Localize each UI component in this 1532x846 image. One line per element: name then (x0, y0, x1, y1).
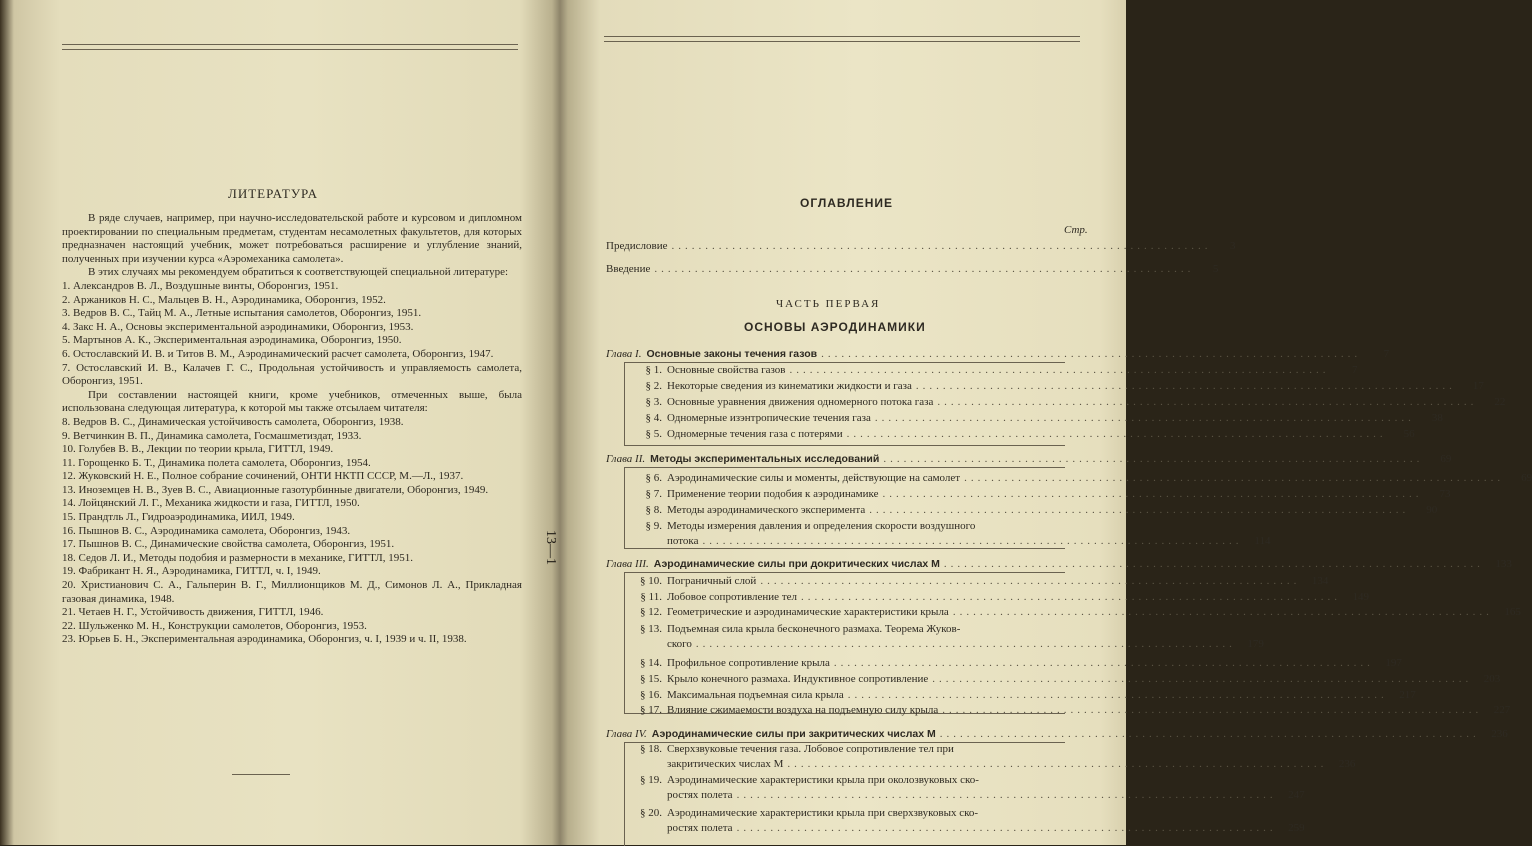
reference-item: 5. Мартынов А. К., Экспериментальная аэродинамика, Оборонгиз, 1950. (62, 334, 402, 347)
leader-dots: ................................................................................ (654, 263, 1195, 275)
section-number: § 9. (645, 520, 662, 532)
toc-entry-page: 5 (1212, 263, 1219, 275)
leader-dots: ................................................................................ (939, 728, 1480, 740)
toc-section (632, 703, 1511, 718)
reference-item: 9. Ветчинкин В. П., Динамика самолета, Госмашметиздат, 1933. (62, 429, 362, 442)
section-number: § 19. (640, 774, 662, 786)
section-page: 217 (1399, 689, 1416, 701)
leader-dots: ................................................................................ (847, 689, 1388, 701)
chapter-label: Глава II. (606, 453, 646, 465)
section-page: 165 (1504, 606, 1521, 618)
header-rule (62, 44, 518, 45)
part-label: ЧАСТЬ ПЕРВАЯ (776, 298, 881, 310)
section-page: 22 (1494, 396, 1506, 408)
reference-item: 14. Лойцянский Л. Г., Механика жидкости и газа, ГИТТЛ, 1950. (62, 497, 360, 510)
section-title: Основные уравнения движения одномерного потока газа (667, 396, 934, 408)
part-title: ОСНОВЫ АЭРОДИНАМИКИ (744, 320, 926, 334)
intro-paragraph-2: В этих случаях мы рекомендуем обратиться к соответствующей специальной литературе: (88, 266, 509, 279)
toc-entry-label: Предисловие (606, 240, 668, 252)
reference-item: 18. Седов Л. И., Методы подобия и размерности в механике, ГИТТЛ, 1951. (62, 551, 414, 564)
section-number: § 1. (645, 364, 662, 376)
reference-item: 21. Четаев Н. Г., Устойчивость движения, ГИТТЛ, 1946. (62, 606, 324, 619)
section-title-continued: потока (667, 535, 699, 547)
reference-item: 12. Жуковский Н. Е., Полное собрание сочинений, ОНТИ НКТП СССР, М.—Л., 1937. (62, 470, 464, 483)
section-title-continued: ростях полета (667, 789, 733, 801)
toc-section (632, 622, 1264, 652)
section-page: 203 (1483, 673, 1501, 685)
toc-section (632, 395, 1506, 410)
section-number: § 8. (645, 504, 662, 516)
section-number: § 12. (640, 606, 662, 618)
section-page: 247 (1288, 789, 1305, 801)
toc-section (632, 411, 1443, 426)
leader-dots: ................................................................................ (846, 428, 1387, 440)
reference-item: 17. Пышнов В. С., Динамические свойства самолета, Оборонгиз, 1951. (62, 538, 395, 551)
section-number: § 20. (640, 807, 662, 819)
section-number: § 15. (640, 673, 662, 685)
chapter-title: Основные законы течения газов (646, 348, 818, 360)
toc-chapter-1 (606, 346, 1390, 362)
section-page: 114 (1254, 535, 1271, 547)
section-number: § 18. (640, 743, 662, 755)
section-page: 259 (1288, 822, 1305, 834)
reference-list-a (62, 280, 522, 389)
section-title-continued: ростях полета (667, 822, 733, 834)
reference-item: 11. Горощенко Б. Т., Динамика полета самолета, Оборонгиз, 1954. (62, 456, 371, 469)
section-title: Некоторые сведения из кинематики жидкости и газа (667, 380, 912, 392)
leader-dots: ................................................................................ (952, 606, 1493, 618)
toc-section (632, 590, 1369, 605)
reference-item: 1. Александров В. Л., Воздушные винты, Оборонгиз, 1951. (62, 279, 339, 292)
leader-dots: ................................................................................ (821, 348, 1362, 360)
chapter-title: Методы экспериментальных исследований (650, 453, 880, 465)
toc-section (632, 605, 1521, 620)
reference-item: 10. Голубев В. В., Лекции по теории крыла, ГИТТЛ, 1949. (62, 443, 334, 456)
section-title: Методы измерения давления и определения скорости воздушного (667, 520, 976, 532)
section-title: Аэродинамические силы и моменты, действующие на самолет (667, 472, 961, 484)
chapter-label: Глава III. (606, 558, 649, 570)
section-number: § 7. (645, 488, 662, 500)
leader-dots: ................................................................................ (943, 558, 1484, 570)
chapter-label: Глава I. (606, 348, 642, 360)
toc-title: ОГЛАВЛЕНИЕ (800, 196, 894, 210)
section-page: 236 (1338, 758, 1356, 770)
reference-item: 22. Шульженко М. Н., Конструкции самолетов, Оборонгиз, 1953. (62, 619, 367, 632)
section-title: Одномерные изэнтропические течения газа (667, 412, 871, 424)
section-title: Подъемная сила крыла бесконечного размаха. Теорема Жуков- (667, 623, 961, 635)
section-page: 90 (1426, 504, 1438, 516)
chapter-page: 133 (1495, 558, 1512, 570)
leader-dots: ................................................................................ (760, 575, 1301, 587)
section-number: § 17. (640, 704, 662, 716)
section-page: 227 (1493, 704, 1511, 716)
reference-item: 7. Остославский И. В., Калачев Г. С., Продольная устойчивость и управляемость самолета, Оборонгиз, 1951. (62, 361, 522, 388)
toc-section (632, 742, 1356, 772)
intro-paragraph-1: В ряде случаев, например, при научно-исследовательской работе и курсовом и дипломном проектировании по специальным предметам, студентам несамолетных факультетов, для которых предназначен настоящий учебник, может потребоваться расширение и углубление знаний, полученных при изучении курса «Аэромеханика самолета». (62, 212, 522, 265)
leader-dots: ................................................................................ (942, 704, 1483, 716)
reference-item: 2. Аржаников Н. С., Мальцев В. Н., Аэродинамика, Оборонгиз, 1952. (62, 293, 386, 306)
section-page: 17 (1472, 380, 1484, 392)
toc-section (632, 503, 1438, 518)
toc-section (632, 427, 1415, 442)
leader-dots: ................................................................................ (932, 673, 1473, 685)
header-rule-2 (62, 49, 518, 50)
section-number: § 13. (640, 623, 662, 635)
toc-section (632, 672, 1501, 687)
section-page: 149 (1352, 591, 1369, 603)
toc-entry-label: Введение (606, 263, 651, 275)
section-title: Аэродинамические характеристики крыла при околозвуковых ско- (667, 774, 979, 786)
toc-section (632, 519, 1271, 549)
toc-chapter-3 (606, 556, 1512, 572)
leader-dots: ................................................................................ (671, 240, 1212, 252)
reference-item: 23. Юрьев Б. Н., Экспериментальная аэродинамика, Оборонгиз, ч. I, 1939 и ч. II, 1938. (62, 633, 467, 646)
reference-item: 8. Ведров В. С., Динамическая устойчивость самолета, Оборонгиз, 1938. (62, 415, 404, 428)
toc-section (632, 471, 1532, 486)
toc-entry-preface (606, 238, 1236, 254)
section-page: 56 (1403, 428, 1415, 440)
reference-item: 15. Прандтль Л., Гидроаэродинамика, ИИЛ, 1949. (62, 511, 295, 524)
toc-chapter-4 (606, 726, 1508, 742)
leader-dots: ................................................................................ (833, 657, 1374, 669)
section-page: 38 (1431, 412, 1443, 424)
section-title-continued: ского (667, 638, 692, 650)
section-title: Методы аэродинамического эксперимента (667, 504, 866, 516)
section-page: 7 (1351, 364, 1358, 376)
reference-list-b (62, 416, 522, 647)
leader-dots: ................................................................................ (964, 472, 1505, 484)
section-number: § 2. (645, 380, 662, 392)
leader-dots: ................................................................................ (915, 380, 1456, 392)
header-rule-2 (604, 41, 1080, 42)
section-title: Профильное сопротивление крыла (667, 657, 830, 669)
chapter-page: 236 (1491, 728, 1508, 740)
header-rule (604, 36, 1080, 37)
section-title-continued: закритических числах М (667, 758, 784, 770)
chapter-page: 69 (1440, 453, 1452, 465)
section-page: 179 (1247, 638, 1264, 650)
section-page: 134 (1311, 575, 1329, 587)
toc-section (632, 773, 1305, 803)
reference-item: 19. Фабрикант Н. Я., Аэродинамика, ГИТТЛ, ч. I, 1949. (62, 565, 321, 578)
literature-body (62, 212, 522, 647)
chapter-title: Аэродинамические силы при закритических числах М (651, 728, 936, 740)
section-title: Геометрические и аэродинамические характеристики крыла (667, 606, 949, 618)
leader-dots: ................................................................................ (736, 822, 1277, 834)
toc-section (632, 806, 1305, 836)
leader-dots: ................................................................................ (736, 789, 1277, 801)
section-title: Аэродинамические характеристики крыла при сверхзвуковых ско- (667, 807, 979, 819)
leader-dots: ................................................................................ (702, 535, 1243, 547)
literature-title: ЛИТЕРАТУРА (228, 186, 318, 201)
section-title: Основные свойства газов (667, 364, 786, 376)
section-page: 69 (1521, 472, 1532, 484)
reference-item: 3. Ведров В. С., Тайц М. А., Летные испытания самолетов, Оборонгиз, 1951. (62, 307, 422, 320)
gutter-signature: 13—1 (543, 530, 558, 565)
reference-item: 13. Иноземцев Н. В., Зуев В. С., Авиационные газотурбинные двигатели, Оборонгиз, 1949. (62, 483, 489, 496)
section-title: Лобовое сопротивление тел (667, 591, 797, 603)
section-number: § 10. (640, 575, 662, 587)
toc-chapter-2 (606, 451, 1452, 467)
toc-section (632, 487, 1451, 502)
reference-item: 6. Остославский И. В. и Титов В. М., Аэродинамический расчет самолета, Оборонгиз, 1947. (62, 347, 494, 360)
section-title: Влияние сжимаемости воздуха на подъемную силу крыла (667, 704, 939, 716)
toc-section (632, 363, 1358, 378)
leader-dots: ................................................................................ (801, 591, 1341, 603)
toc-section (632, 688, 1416, 703)
chapter-label: Глава IV. (606, 728, 647, 740)
toc-entry-page: 3 (1230, 240, 1236, 252)
page-column-label: Стр. (1064, 224, 1088, 236)
section-title: Одномерные течения газа с потерями (667, 428, 843, 440)
section-title: Максимальная подъемная сила крыла (667, 689, 844, 701)
section-number: § 11. (640, 591, 662, 603)
toc-section (632, 656, 1402, 671)
section-title: Пограничный слой (667, 575, 757, 587)
reference-item: 4. Закс Н. А., Основы экспериментальной аэродинамики, Оборонгиз, 1953. (62, 320, 414, 333)
section-number: § 3. (645, 396, 662, 408)
section-title: Сверхзвуковые течения газа. Лобовое сопротивление тел при (667, 743, 954, 755)
leader-dots: ................................................................................ (882, 488, 1423, 500)
chapter-page: 7 (1383, 348, 1390, 360)
section-page: 197 (1385, 657, 1402, 669)
section-number: § 5. (645, 428, 662, 440)
section-title: Крыло конечного размаха. Индуктивное сопротивление (667, 673, 929, 685)
leader-dots: ................................................................................ (874, 412, 1415, 424)
leader-dots: ................................................................................ (789, 364, 1330, 376)
section-number: § 4. (645, 412, 662, 424)
section-page: 73 (1439, 488, 1451, 500)
left-page (0, 0, 560, 845)
section-number: § 6. (645, 472, 662, 484)
intro-paragraph-3: При составлении настоящей книги, кроме учебников, отмеченных выше, была использована следующая литература, к которой мы также отсылаем читателя: (62, 388, 522, 415)
chapter-title: Аэродинамические силы при докритических числах М (653, 558, 940, 570)
reference-item: 20. Христианович С. А., Гальперин В. Г., Миллионщиков М. Д., Симонов Л. А., Прикладная газовая динамика, 1948. (62, 579, 522, 605)
footer-rule (232, 774, 290, 775)
toc-section (632, 379, 1484, 394)
leader-dots: ................................................................................ (787, 758, 1328, 770)
toc-entry-introduction (606, 261, 1219, 277)
leader-dots: ................................................................................ (883, 453, 1424, 465)
reference-item: 16. Пышнов В. С., Аэродинамика самолета, Оборонгиз, 1943. (62, 524, 351, 537)
section-title: Применение теории подобия к аэродинамике (667, 488, 879, 500)
leader-dots: ................................................................................ (937, 396, 1478, 408)
section-number: § 14. (640, 657, 662, 669)
toc-section (632, 574, 1329, 589)
leader-dots: ................................................................................ (869, 504, 1410, 516)
section-number: § 16. (640, 689, 662, 701)
leader-dots: ................................................................................ (695, 638, 1236, 650)
